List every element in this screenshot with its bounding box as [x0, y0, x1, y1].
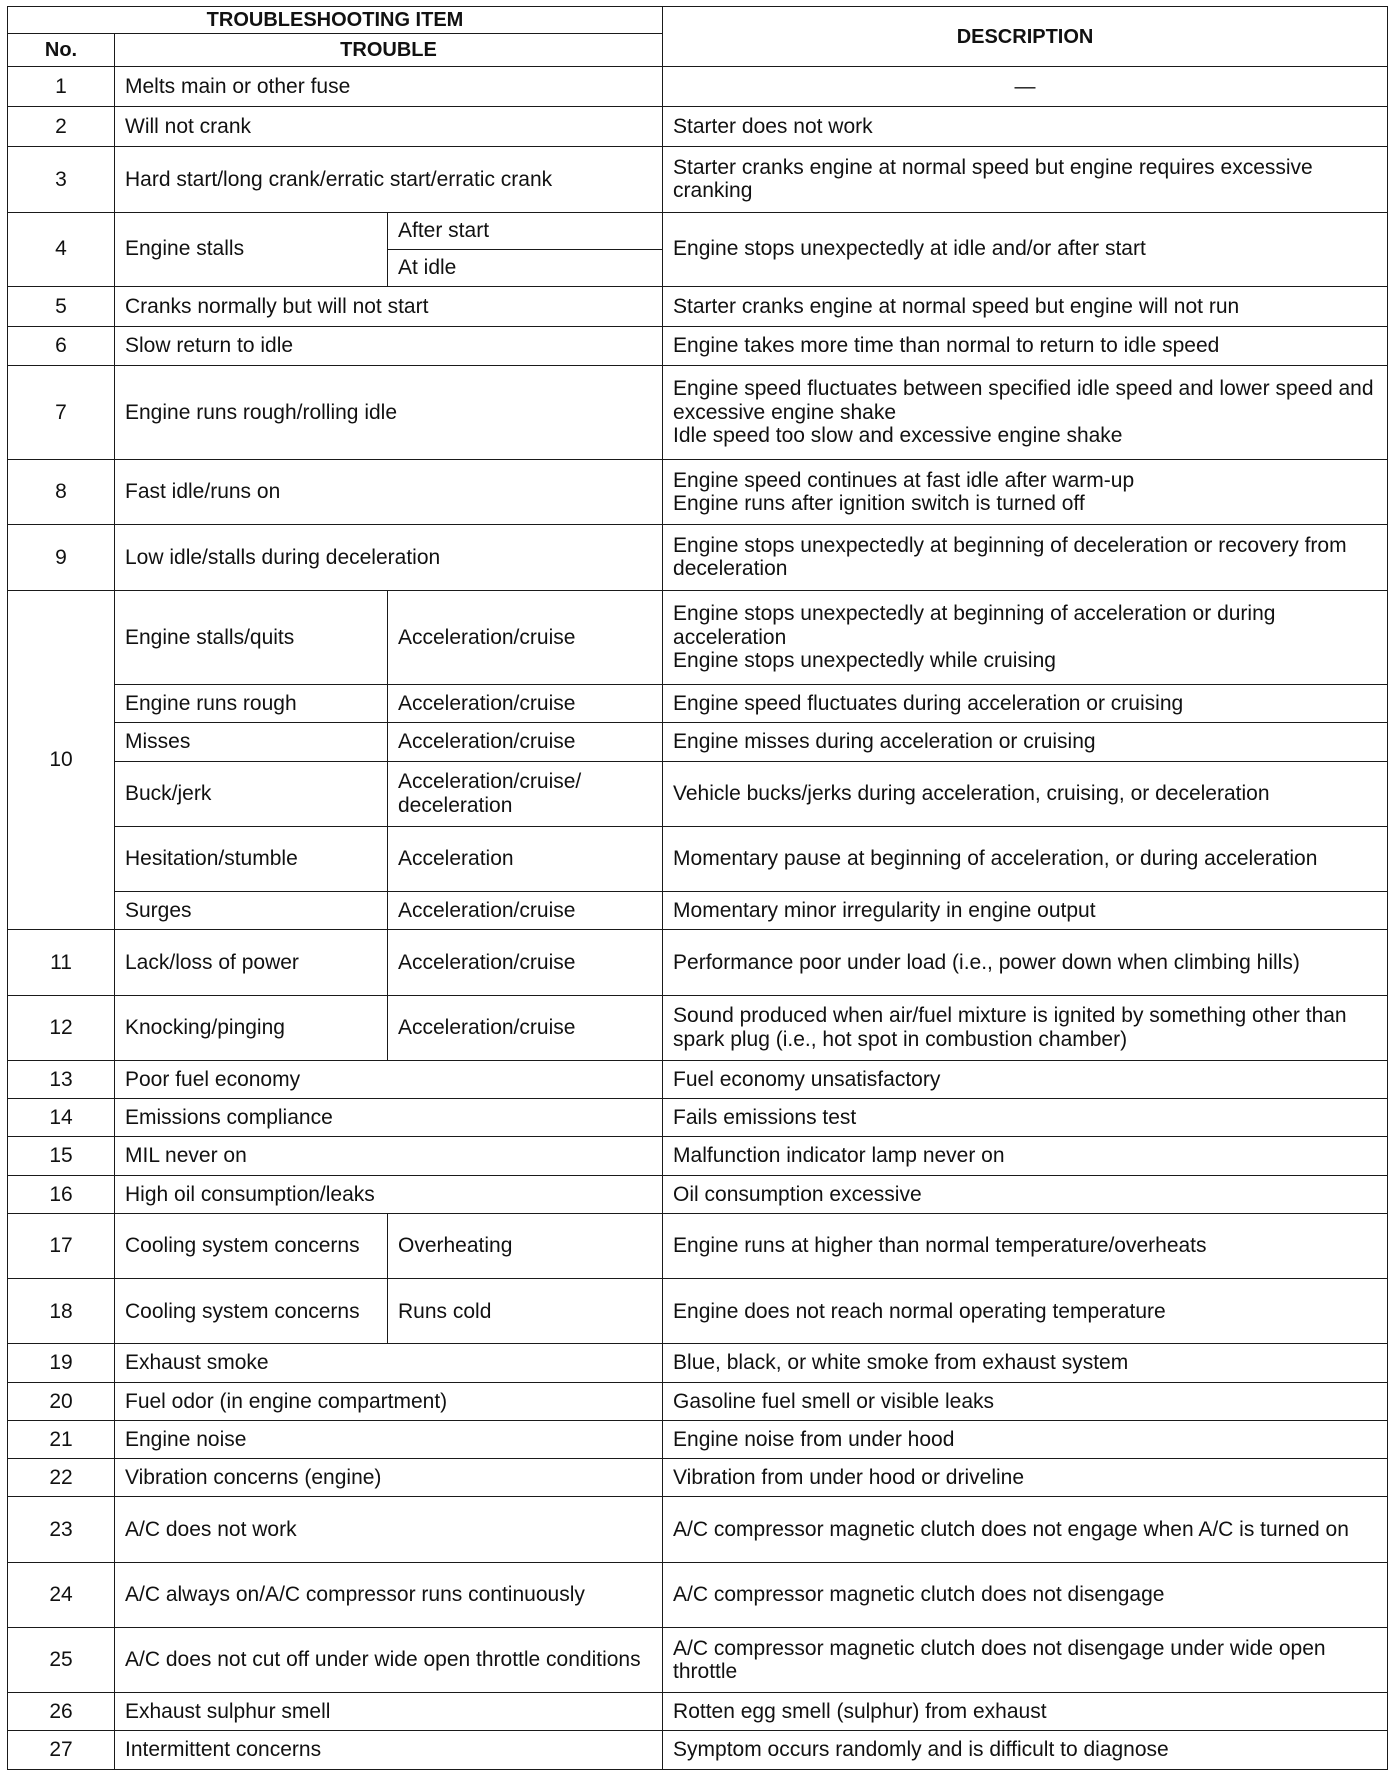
- condition-cell: Acceleration/cruise: [388, 685, 663, 723]
- no-header: No.: [8, 34, 115, 67]
- description-cell: Malfunction indicator lamp never on: [663, 1137, 1388, 1175]
- trouble-cell: Poor fuel economy: [115, 1060, 663, 1098]
- table-row: [8, 1731, 1388, 1770]
- trouble-cell: Slow return to idle: [115, 327, 663, 365]
- description-cell: Momentary pause at beginning of acceleration, or during acceleration: [663, 826, 1388, 891]
- row-number: 14: [8, 1099, 115, 1137]
- description-cell: Starter cranks engine at normal speed but engine will not run: [663, 286, 1388, 327]
- description-cell: Engine stops unexpectedly at idle and/or after start: [663, 212, 1388, 286]
- description-cell: Symptom occurs randomly and is difficult to diagnose: [663, 1731, 1388, 1770]
- description-cell: Gasoline fuel smell or visible leaks: [663, 1382, 1388, 1420]
- table-row: [8, 1562, 1388, 1627]
- row-number: 23: [8, 1497, 115, 1562]
- table-row: [8, 590, 1388, 685]
- table-row: [8, 460, 1388, 525]
- condition-cell: Acceleration: [388, 826, 663, 891]
- row-number: 18: [8, 1279, 115, 1344]
- description-cell: Rotten egg smell (sulphur) from exhaust: [663, 1693, 1388, 1731]
- table-row: [8, 1420, 1388, 1458]
- condition-cell: At idle: [388, 249, 663, 286]
- table-row: [8, 525, 1388, 590]
- table-row: [8, 1099, 1388, 1137]
- description-cell: A/C compressor magnetic clutch does not disengage: [663, 1562, 1388, 1627]
- description-cell: Engine stops unexpectedly at beginning of acceleration or during acceleration Engine stops unexpectedly while cruising: [663, 590, 1388, 685]
- troubleshooting-table: [7, 6, 1388, 1770]
- description-cell: Oil consumption excessive: [663, 1175, 1388, 1213]
- trouble-cell: Vibration concerns (engine): [115, 1459, 663, 1497]
- trouble-cell: Surges: [115, 892, 388, 930]
- table-row: [8, 1382, 1388, 1420]
- table-row: [8, 1137, 1388, 1175]
- description-cell: Sound produced when air/fuel mixture is ignited by something other than spark plug (i.e., hot spot in combustion chamber): [663, 995, 1388, 1060]
- condition-cell: Acceleration/cruise: [388, 930, 663, 995]
- trouble-cell: Cooling system concerns: [115, 1279, 388, 1344]
- condition-cell: Acceleration/cruise: [388, 723, 663, 761]
- row-number: 19: [8, 1344, 115, 1382]
- description-cell: Engine stops unexpectedly at beginning of deceleration or recovery from deceleration: [663, 525, 1388, 590]
- troubleshooting-item-header: TROUBLESHOOTING ITEM: [8, 7, 663, 34]
- table-row: [8, 761, 1388, 826]
- table-row: [8, 1497, 1388, 1562]
- trouble-cell: Engine runs rough: [115, 685, 388, 723]
- row-number: 27: [8, 1731, 115, 1770]
- row-number: 22: [8, 1459, 115, 1497]
- trouble-cell: A/C always on/A/C compressor runs continuously: [115, 1562, 663, 1627]
- row-number: 8: [8, 460, 115, 525]
- condition-cell: Acceleration/cruise/ deceleration: [388, 761, 663, 826]
- description-cell: Starter cranks engine at normal speed but engine requires excessive cranking: [663, 147, 1388, 212]
- description-cell: A/C compressor magnetic clutch does not engage when A/C is turned on: [663, 1497, 1388, 1562]
- row-number: 15: [8, 1137, 115, 1175]
- trouble-cell: Exhaust smoke: [115, 1344, 663, 1382]
- row-number: 12: [8, 995, 115, 1060]
- description-cell: Engine speed fluctuates during acceleration or cruising: [663, 685, 1388, 723]
- table-row: [8, 67, 1388, 106]
- row-number: 25: [8, 1627, 115, 1692]
- row-number: 26: [8, 1693, 115, 1731]
- table-row: [8, 106, 1388, 147]
- row-number: 3: [8, 147, 115, 212]
- trouble-cell: MIL never on: [115, 1137, 663, 1175]
- description-header: DESCRIPTION: [663, 7, 1388, 67]
- description-cell: Engine speed fluctuates between specified idle speed and lower speed and excessive engine shake Idle speed too slow and excessive engine shake: [663, 365, 1388, 460]
- trouble-cell: Knocking/pinging: [115, 995, 388, 1060]
- trouble-cell: Hesitation/stumble: [115, 826, 388, 891]
- table-row: [8, 826, 1388, 891]
- table-row: [8, 1060, 1388, 1098]
- row-number: 7: [8, 365, 115, 460]
- table-row: [8, 1693, 1388, 1731]
- table-row: [8, 1279, 1388, 1344]
- row-number: 6: [8, 327, 115, 365]
- row-number: 1: [8, 67, 115, 106]
- row-number: 5: [8, 286, 115, 327]
- description-cell: Engine misses during acceleration or cruising: [663, 723, 1388, 761]
- trouble-cell: Cranks normally but will not start: [115, 286, 663, 327]
- trouble-cell: Will not crank: [115, 106, 663, 147]
- condition-cell: Overheating: [388, 1213, 663, 1278]
- trouble-cell: Cooling system concerns: [115, 1213, 388, 1278]
- description-cell: Starter does not work: [663, 106, 1388, 147]
- description-cell: Blue, black, or white smoke from exhaust system: [663, 1344, 1388, 1382]
- table-row: [8, 685, 1388, 723]
- trouble-cell: Lack/loss of power: [115, 930, 388, 995]
- row-number: 16: [8, 1175, 115, 1213]
- description-cell: —: [663, 67, 1388, 106]
- table-row: [8, 995, 1388, 1060]
- row-number: 11: [8, 930, 115, 995]
- table-row: [8, 1344, 1388, 1382]
- trouble-cell: Engine noise: [115, 1420, 663, 1458]
- description-cell: Engine does not reach normal operating temperature: [663, 1279, 1388, 1344]
- table-row: [8, 147, 1388, 212]
- trouble-cell: Buck/jerk: [115, 761, 388, 826]
- table-row: [8, 930, 1388, 995]
- condition-cell: Acceleration/cruise: [388, 995, 663, 1060]
- row-number: 10: [8, 590, 115, 930]
- table-row: [8, 1213, 1388, 1278]
- table-row: [8, 365, 1388, 460]
- description-cell: Engine takes more time than normal to return to idle speed: [663, 327, 1388, 365]
- trouble-cell: Low idle/stalls during deceleration: [115, 525, 663, 590]
- trouble-cell: Hard start/long crank/erratic start/erratic crank: [115, 147, 663, 212]
- row-number: 4: [8, 212, 115, 286]
- description-cell: Vehicle bucks/jerks during acceleration, cruising, or deceleration: [663, 761, 1388, 826]
- row-number: 13: [8, 1060, 115, 1098]
- trouble-header: TROUBLE: [115, 34, 663, 67]
- trouble-cell: Exhaust sulphur smell: [115, 1693, 663, 1731]
- table-row: [8, 1175, 1388, 1213]
- description-cell: Fuel economy unsatisfactory: [663, 1060, 1388, 1098]
- trouble-cell: Intermittent concerns: [115, 1731, 663, 1770]
- table-row: [8, 723, 1388, 761]
- table-row: [8, 1627, 1388, 1692]
- row-number: 20: [8, 1382, 115, 1420]
- row-number: 17: [8, 1213, 115, 1278]
- row-number: 24: [8, 1562, 115, 1627]
- trouble-cell: Engine runs rough/rolling idle: [115, 365, 663, 460]
- table-row: [8, 212, 1388, 249]
- trouble-cell: Melts main or other fuse: [115, 67, 663, 106]
- description-cell: Momentary minor irregularity in engine output: [663, 892, 1388, 930]
- description-cell: Engine runs at higher than normal temperature/overheats: [663, 1213, 1388, 1278]
- table-row: [8, 892, 1388, 930]
- table-row: [8, 327, 1388, 365]
- condition-cell: After start: [388, 212, 663, 249]
- description-cell: Performance poor under load (i.e., power down when climbing hills): [663, 930, 1388, 995]
- description-cell: Fails emissions test: [663, 1099, 1388, 1137]
- trouble-cell: Engine stalls: [115, 212, 388, 286]
- trouble-cell: Emissions compliance: [115, 1099, 663, 1137]
- table-row: [8, 286, 1388, 327]
- row-number: 9: [8, 525, 115, 590]
- row-number: 2: [8, 106, 115, 147]
- condition-cell: Acceleration/cruise: [388, 892, 663, 930]
- table-row: [8, 1459, 1388, 1497]
- trouble-cell: Misses: [115, 723, 388, 761]
- trouble-cell: Engine stalls/quits: [115, 590, 388, 685]
- description-cell: A/C compressor magnetic clutch does not disengage under wide open throttle: [663, 1627, 1388, 1692]
- trouble-cell: A/C does not work: [115, 1497, 663, 1562]
- row-number: 21: [8, 1420, 115, 1458]
- trouble-cell: Fast idle/runs on: [115, 460, 663, 525]
- trouble-cell: Fuel odor (in engine compartment): [115, 1382, 663, 1420]
- trouble-cell: A/C does not cut off under wide open throttle conditions: [115, 1627, 663, 1692]
- condition-cell: Acceleration/cruise: [388, 590, 663, 685]
- description-cell: Vibration from under hood or driveline: [663, 1459, 1388, 1497]
- trouble-cell: High oil consumption/leaks: [115, 1175, 663, 1213]
- description-cell: Engine noise from under hood: [663, 1420, 1388, 1458]
- condition-cell: Runs cold: [388, 1279, 663, 1344]
- description-cell: Engine speed continues at fast idle after warm-up Engine runs after ignition switch is turned off: [663, 460, 1388, 525]
